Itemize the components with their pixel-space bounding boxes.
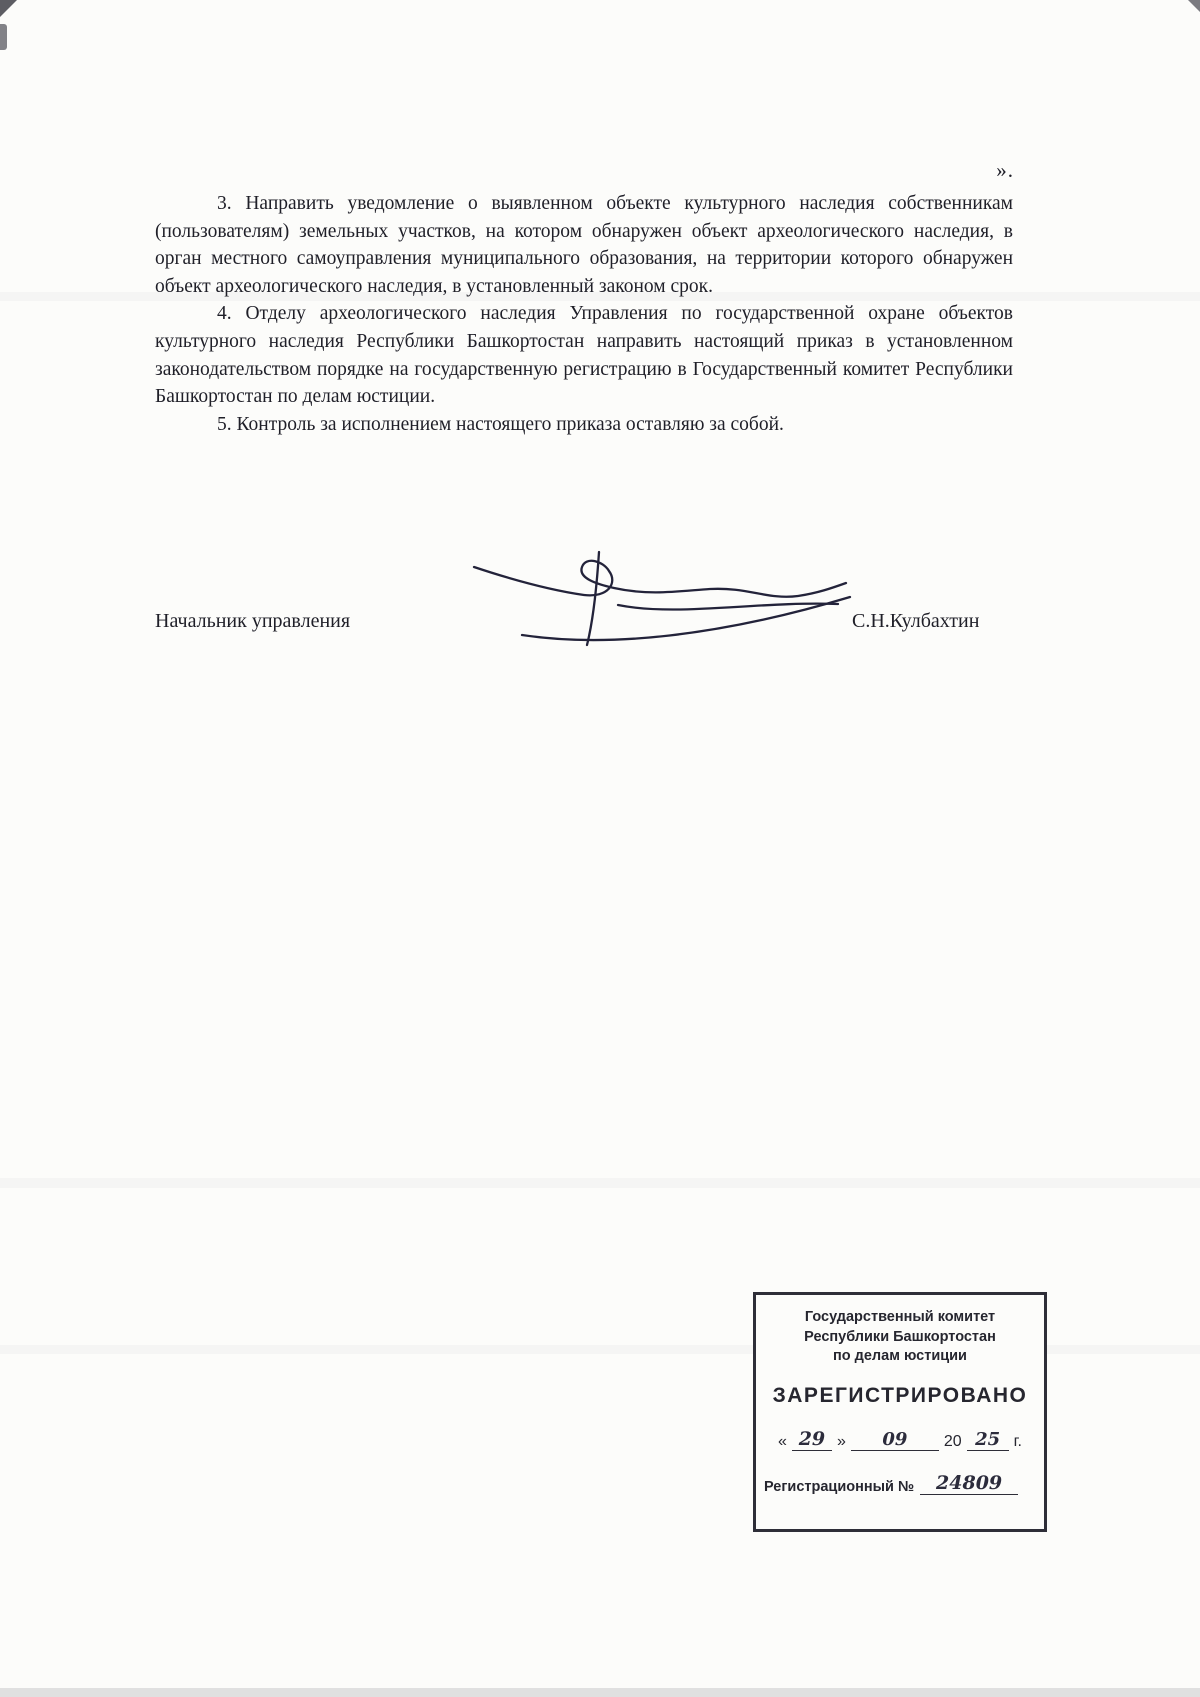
paragraph-5: 5. Контроль за исполнением настоящего приказа оставляю за собой. (217, 413, 784, 435)
open-quote: « (778, 1432, 787, 1450)
closing-quote: ». (996, 158, 1014, 182)
registration-stamp (753, 1292, 1047, 1532)
scan-artifact-icon (0, 24, 7, 50)
stamp-reg-number-value: 24809 (920, 1472, 1018, 1495)
scan-artifact-icon (1188, 0, 1200, 12)
stamp-year-suffix: г. (1013, 1432, 1022, 1450)
paragraph-3: 3. Направить уведомление о выявленном объекте культурного наследия собственникам (пользователям) земельных участков, на котором обнаружен объект археологического наследия, в орган местного самоуправления муниципального образования, на территории которого обнаружен объект археологического наследия, в установленный законом срок. (155, 193, 1013, 297)
stamp-month-value: 09 (851, 1429, 939, 1451)
scan-artifact-icon (0, 0, 17, 17)
signatory-title: Начальник управления (155, 610, 351, 632)
scan-streak (0, 1178, 1200, 1188)
stamp-registered-label: ЗАРЕГИСТРИРОВАНО (772, 1383, 1028, 1407)
stamp-day-value: 29 (792, 1428, 832, 1451)
scan-streak (0, 1688, 1200, 1697)
stamp-year-value: 25 (967, 1429, 1009, 1451)
stamp-org-line2: Республики Башкортостан (804, 1328, 996, 1345)
paragraph-4: 4. Отделу археологического наследия Управления по государственной охране объектов культурного наследия Республики Башкортостан направить настоящий приказ в установленном законодательством порядке на государственную регистрацию в Государственный комитет Республики Башкортостан по делам юстиции. (155, 303, 1013, 408)
signatory-name: С.Н.Кулбахтин (852, 610, 980, 632)
stamp-date-row (756, 1428, 1044, 1451)
close-quote: » (836, 1432, 846, 1450)
stamp-org-line1: Государственный комитет (804, 1309, 996, 1325)
stamp-year-prefix: 20 (943, 1432, 962, 1450)
stamp-org-name (756, 1308, 1044, 1367)
stamp-reg-number-label: Регистрационный № (764, 1478, 915, 1495)
stamp-org-line3: по делам юстиции (833, 1348, 967, 1364)
document-body (155, 190, 1013, 438)
signature-stroke (587, 552, 599, 645)
stamp-reg-row (756, 1472, 1044, 1495)
handwritten-signature (466, 543, 858, 651)
signature-stroke (474, 561, 846, 597)
